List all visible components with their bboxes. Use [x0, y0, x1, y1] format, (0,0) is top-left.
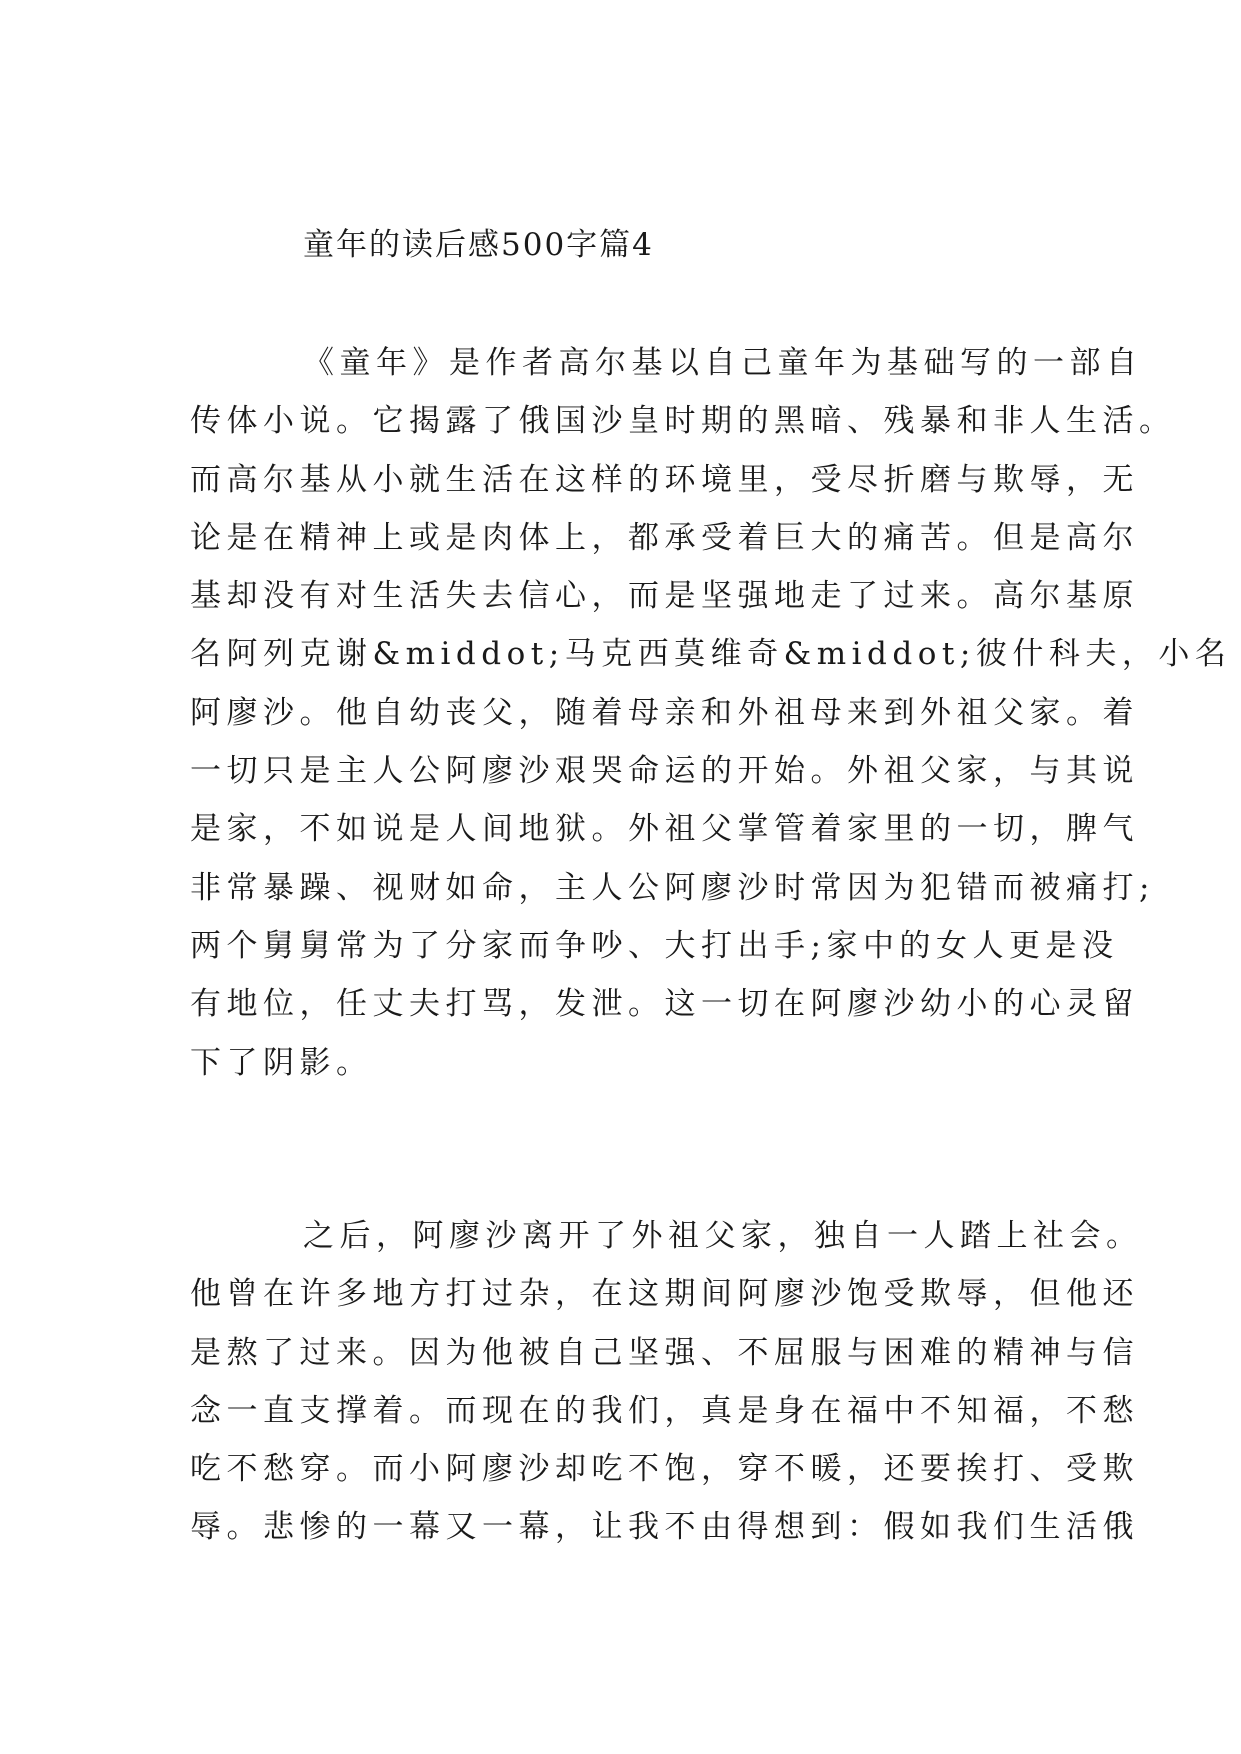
paragraph-1 — [190, 334, 1232, 1092]
text-line: 论是在精神上或是肉体上，都承受着巨大的痛苦。但是高尔 — [190, 519, 1139, 556]
text-line: 下了阴影。 — [190, 1044, 373, 1081]
text-line: 念一直支撑着。而现在的我们，真是身在福中不知福，不愁 — [190, 1392, 1139, 1429]
text-line: 非常暴躁、视财如命，主人公阿廖沙时常因为犯错而被痛打; — [190, 869, 1155, 906]
document-title: 童年的读后感500字篇4 — [303, 227, 654, 263]
text-line: 吃不愁穿。而小阿廖沙却吃不饱，穿不暖，还要挨打、受欺 — [190, 1451, 1139, 1488]
text-line: 一切只是主人公阿廖沙艰哭命运的开始。外祖父家，与其说 — [190, 753, 1139, 790]
text-line: 基却没有对生活失去信心，而是坚强地走了过来。高尔基原 — [190, 578, 1139, 615]
text-line: 是家，不如说是人间地狱。外祖父掌管着家里的一切，脾气 — [190, 811, 1139, 848]
text-line: 他曾在许多地方打过杂，在这期间阿廖沙饱受欺辱，但他还 — [190, 1276, 1139, 1313]
paragraph-2 — [190, 1207, 1143, 1557]
text-line: 之后，阿廖沙离开了外祖父家，独自一人踏上社会。 — [303, 1218, 1143, 1254]
text-line: 传体小说。它揭露了俄国沙皇时期的黑暗、残暴和非人生活。 — [190, 403, 1176, 440]
text-line: 是熬了过来。因为他被自己坚强、不屈服与困难的精神与信 — [190, 1334, 1139, 1371]
text-line: 而高尔基从小就生活在这样的环境里，受尽折磨与欺辱，无 — [190, 461, 1139, 498]
text-line: 辱。悲惨的一幕又一幕，让我不由得想到：假如我们生活俄 — [190, 1509, 1139, 1546]
text-line: 两个舅舅常为了分家而争吵、大打出手;家中的女人更是没 — [190, 927, 1119, 964]
text-line: 《童年》是作者高尔基以自己童年为基础写的一部自 — [303, 345, 1143, 381]
text-line: 名阿列克谢&middot;马克西莫维奇&middot;彼什科夫，小名 — [190, 636, 1232, 673]
text-line: 阿廖沙。他自幼丧父，随着母亲和外祖母来到外祖父家。着 — [190, 694, 1139, 731]
text-line: 有地位，任丈夫打骂，发泄。这一切在阿廖沙幼小的心灵留 — [190, 986, 1139, 1023]
